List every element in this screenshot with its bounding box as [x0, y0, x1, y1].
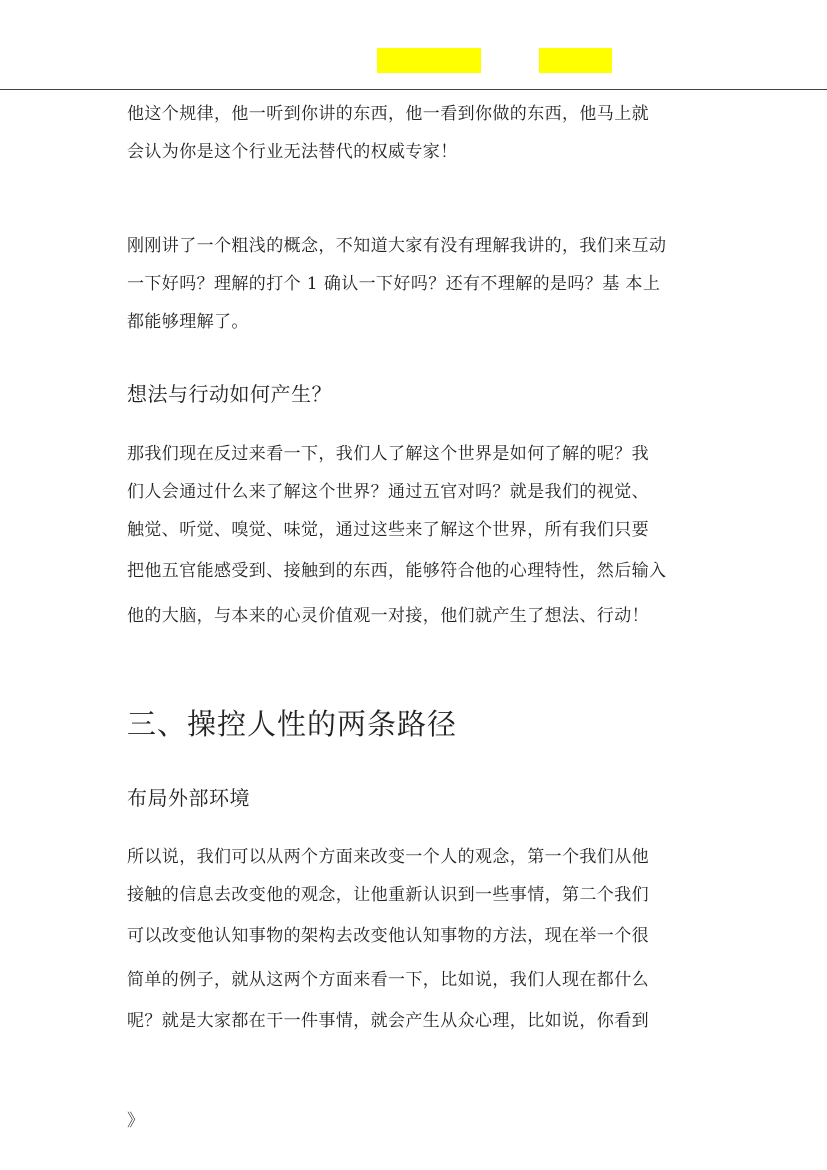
- text-line: 他这个规律，他一听到你讲的东西，他一看到你做的东西，他马上就: [127, 104, 649, 124]
- heading-thought-action: 想法与行动如何产生？: [127, 382, 332, 406]
- text-line: 所以说，我们可以从两个方面来改变一个人的观念，第一个我们从他: [127, 847, 649, 867]
- text-line: 会认为你是这个行业无法替代的权威专家！: [127, 142, 458, 162]
- header-highlight-right: [539, 48, 612, 73]
- paragraph-2: [127, 227, 737, 341]
- text-line: 简单的例子，就从这两个方面来看一下，比如说，我们人现在都什么: [127, 970, 649, 990]
- paragraph-3: [127, 435, 737, 639]
- section-heading: 三、操控人性的两条路径: [127, 707, 458, 741]
- text-line: 接触的信息去改变他的观念，让他重新认识到一些事情，第二个我们: [127, 885, 649, 905]
- text-line: 把他五官能感受到、接触到的东西，能够符合他的心理特性，然后输入: [127, 561, 667, 581]
- text-line: 们人会通过什么来了解这个世界？通过五官对吗？就是我们的视觉、: [127, 482, 649, 502]
- heading-layout-environment: 布局外部环境: [127, 786, 250, 810]
- text-line: 他的大脑，与本来的心灵价值观一对接，他们就产生了想法、行动！: [127, 606, 649, 626]
- text-line: 呢？就是大家都在干一件事情，就会产生从众心理，比如说，你看到: [127, 1011, 649, 1031]
- text-line: 一下好吗？理解的打个 1 确认一下好吗？还有不理解的是吗？基 本上: [127, 274, 661, 294]
- paragraph-4: [127, 838, 737, 1040]
- text-line: 刚刚讲了一个粗浅的概念，不知道大家有没有理解我讲的，我们来互动: [127, 236, 667, 256]
- text-line: 那我们现在反过来看一下，我们人了解这个世界是如何了解的呢？我: [127, 444, 649, 464]
- text-line: 可以改变他认知事物的架构去改变他认知事物的方法，现在举一个很: [127, 926, 649, 946]
- footer-mark: 》: [127, 1111, 144, 1131]
- paragraph-1: [127, 95, 737, 171]
- header-highlight-left: [377, 48, 481, 73]
- text-line: 都能够理解了。: [127, 312, 249, 332]
- header-rule: [0, 89, 827, 90]
- text-line: 触觉、听觉、嗅觉、味觉，通过这些来了解这个世界，所有我们只要: [127, 520, 649, 540]
